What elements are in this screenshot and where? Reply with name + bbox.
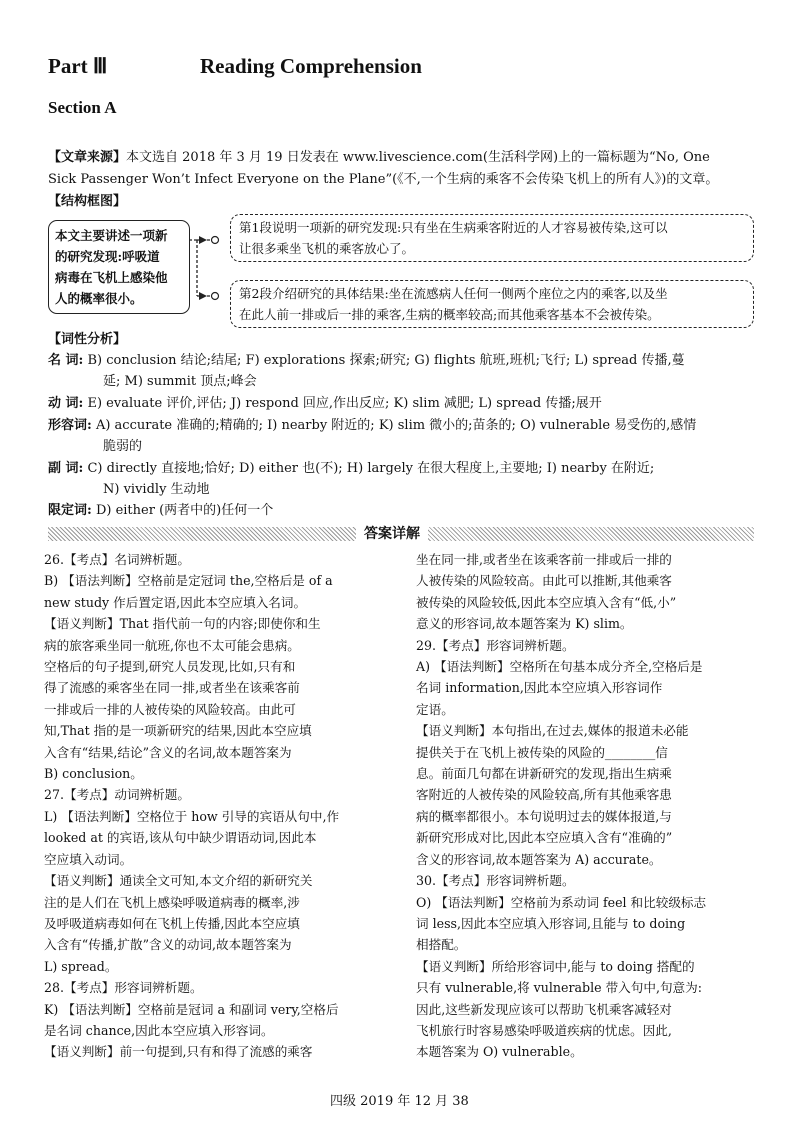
structure-connector	[189, 232, 231, 308]
answer-line: 定语。	[416, 701, 454, 717]
adv-text: C) directly 直接地;恰好; D) either 也(不); H) largely 在很大程度上,主要地; I) nearby 在附近;	[87, 461, 655, 476]
answer-line: new study 作后置定语,因此本空应填入名词。	[44, 594, 307, 610]
part-title: Reading Comprehension	[200, 54, 422, 78]
answer-line: 意义的形容词,故本题答案为 K) slim。	[416, 616, 633, 632]
answer-line: 空应填入动词。	[44, 851, 133, 867]
answer-line: 28.【考点】形容词辨析题。	[44, 980, 203, 996]
answer-line: K) 【语法判断】空格前是冠词 a 和副词 very,空格后	[44, 1001, 339, 1017]
noun-row	[48, 350, 685, 371]
bullet-icon	[212, 293, 219, 300]
bullet-icon	[212, 237, 219, 244]
main-idea-box	[48, 220, 190, 314]
left-column	[44, 549, 339, 1063]
paragraph-1-box	[230, 214, 754, 262]
answer-line: 27.【考点】动词辨析题。	[44, 787, 190, 803]
answer-line: 人被传染的风险较高。由此可以推断,其他乘客	[416, 573, 672, 589]
answer-line: 入含有“结果,结论”含义的名词,故本题答案为	[44, 744, 292, 760]
source-text-1: 本文选自 2018 年 3 月 19 日发表在 www.livescience.com(生活科学网)上的一篇标题为“No, One	[126, 150, 710, 165]
page-footer: 四级 2019 年 12 月 38	[330, 1094, 469, 1109]
answer-line: 息。前面几句都在讲新研究的发现,指出生病乘	[416, 766, 672, 782]
adj-row	[48, 415, 696, 436]
answer-line: 因此,这些新发现应该可以帮助飞机乘客减轻对	[416, 1001, 672, 1017]
answer-line: looked at 的宾语,该从句中缺少谓语动词,因此本	[44, 830, 317, 846]
det-text: D) either (两者中的)任何一个	[95, 503, 274, 518]
verb-text: E) evaluate 评价,评估; J) respond 回应,作出反应; K) slim 减肥; L) spread 传播;展开	[87, 396, 602, 411]
source-line-1	[48, 147, 710, 168]
adv-text-cont: N) vividly 生动地	[103, 482, 210, 497]
answer-line: 飞机旅行时容易感染呼吸道疾病的忧虑。因此,	[416, 1022, 672, 1038]
answer-line: 是名词 chance,因此本空应填入形容词。	[44, 1022, 274, 1038]
main-idea-line: 病毒在飞机上感染他	[55, 270, 168, 285]
answer-line: 只有 vulnerable,将 vulnerable 带入句中,句意为:	[416, 980, 702, 996]
source-line-2: Sick Passenger Won’t Infect Everyone on the Plane”(《不,一个生病的乘客不会传染飞机上的所有人》)的文章。	[48, 172, 719, 187]
part-label: Part Ⅲ	[48, 54, 108, 78]
answer-line: L) spread。	[44, 958, 118, 974]
answer-line: B) 【语法判断】空格前是定冠词 the,空格后是 of a	[44, 573, 333, 589]
answer-line: A) 【语法判断】空格所在句基本成分齐全,空格后是	[416, 659, 703, 675]
answer-line: 名词 information,因此本空应填入形容词作	[416, 680, 663, 696]
answer-line: 入含有“传播,扩散”含义的动词,故本题答案为	[44, 937, 292, 953]
answer-line: 【语义判断】That 指代前一句的内容;即使你和生	[44, 616, 321, 632]
arrow-icon	[199, 236, 207, 244]
right-column	[416, 549, 706, 1063]
answer-line: 及呼吸道病毒如何在飞机上传播,因此本空应填	[44, 915, 300, 931]
answer-line: 注的是人们在飞机上感染呼吸道病毒的概率,涉	[44, 894, 300, 910]
adv-label: 副 词:	[48, 461, 84, 476]
answer-line: 提供关于在飞机上被传染的风险的________信	[416, 744, 668, 760]
answer-line: L) 【语法判断】空格位于 how 引导的宾语从句中,作	[44, 808, 340, 824]
answers-title: 答案详解	[356, 523, 428, 543]
answer-line: 【语义判断】本句指出,在过去,媒体的报道未必能	[416, 723, 689, 739]
answer-line: 【语义判断】前一句提到,只有和得了流感的乘客	[44, 1044, 313, 1060]
answer-line: 26.【考点】名词辨析题。	[44, 552, 190, 567]
noun-label: 名 词:	[48, 353, 84, 368]
noun-text-cont: 延; M) summit 顶点;峰会	[103, 374, 257, 389]
main-idea-line: 人的概率很小。	[55, 291, 143, 306]
verb-row	[48, 393, 602, 414]
answer-line: 含义的形容词,故本题答案为 A) accurate。	[416, 851, 662, 867]
paragraph-2-line: 在此人前一排或后一排的乘客,生病的概率较高;而其他乘客基本不会被传染。	[239, 307, 660, 322]
paragraph-1-line: 第1段说明一项新的研究发现:只有坐在生病乘客附近的人才容易被传染,这可以	[239, 220, 668, 235]
answer-line: 词 less,因此本空应填入形容词,且能与 to doing	[416, 915, 686, 931]
verb-label: 动 词:	[48, 396, 84, 411]
answer-line: 知,That 指的是一项新研究的结果,因此本空应填	[44, 723, 312, 739]
structure-label: 【结构框图】	[48, 194, 127, 209]
answer-line: 30.【考点】形容词辨析题。	[416, 873, 575, 889]
adj-text: A) accurate 准确的;精确的; I) nearby 附近的; K) slim 微小的;苗条的; O) vulnerable 易受伤的,感情	[95, 418, 697, 433]
answer-line: O) 【语法判断】空格前为系动词 feel 和比较级标志	[416, 894, 707, 910]
det-label: 限定词:	[48, 503, 92, 518]
vocab-label: 【词性分析】	[48, 332, 127, 347]
adj-label: 形容词:	[48, 418, 92, 433]
det-row	[48, 500, 273, 521]
answer-line: 本题答案为 O) vulnerable。	[416, 1044, 583, 1060]
arrow-icon	[199, 292, 207, 300]
noun-text: B) conclusion 结论;结尾; F) explorations 探索;研究; G) flights 航班,班机;飞行; L) spread 传播,蔓	[87, 353, 685, 368]
paragraph-2-box	[230, 280, 754, 328]
answer-line: 被传染的风险较低,因此本空应填入含有“低,小”	[416, 594, 677, 610]
answer-line: 病的概率都很小。本句说明过去的媒体报道,与	[416, 808, 672, 824]
answer-line: 得了流感的乘客坐在同一排,或者坐在该乘客前	[44, 680, 300, 696]
adv-row	[48, 458, 654, 479]
answer-line: B) conclusion。	[44, 766, 143, 782]
answer-line: 相搭配。	[416, 937, 467, 953]
answer-line: 新研究形成对比,因此本空应填入含有“准确的”	[416, 830, 673, 846]
answer-line: 【语义判断】所给形容词中,能与 to doing 搭配的	[416, 958, 695, 974]
adj-text-cont: 脆弱的	[103, 439, 143, 454]
main-idea-line: 的研究发现:呼吸道	[55, 249, 160, 264]
source-label: 【文章来源】	[48, 150, 127, 165]
main-idea-line: 本文主要讲述一项新	[55, 228, 168, 243]
section-title: Section A	[48, 98, 117, 117]
answer-line: 【语义判断】通读全文可知,本文介绍的新研究关	[44, 873, 313, 889]
answer-line: 一排或后一排的人被传染的风险较高。由此可	[44, 701, 296, 717]
paragraph-1-line: 让很多乘坐飞机的乘客放心了。	[239, 241, 415, 256]
answer-line: 客附近的人被传染的风险较高,所有其他乘客患	[416, 787, 672, 803]
answer-line: 空格后的句子提到,研究人员发现,比如,只有和	[44, 659, 296, 675]
paragraph-2-line: 第2段介绍研究的具体结果:坐在流感病人任何一侧两个座位之内的乘客,以及坐	[239, 286, 668, 301]
answer-line: 29.【考点】形容词辨析题。	[416, 637, 575, 653]
answer-line: 坐在同一排,或者坐在该乘客前一排或后一排的	[416, 552, 672, 567]
answer-line: 病的旅客乘坐同一航班,你也不太可能会患病。	[44, 637, 300, 653]
